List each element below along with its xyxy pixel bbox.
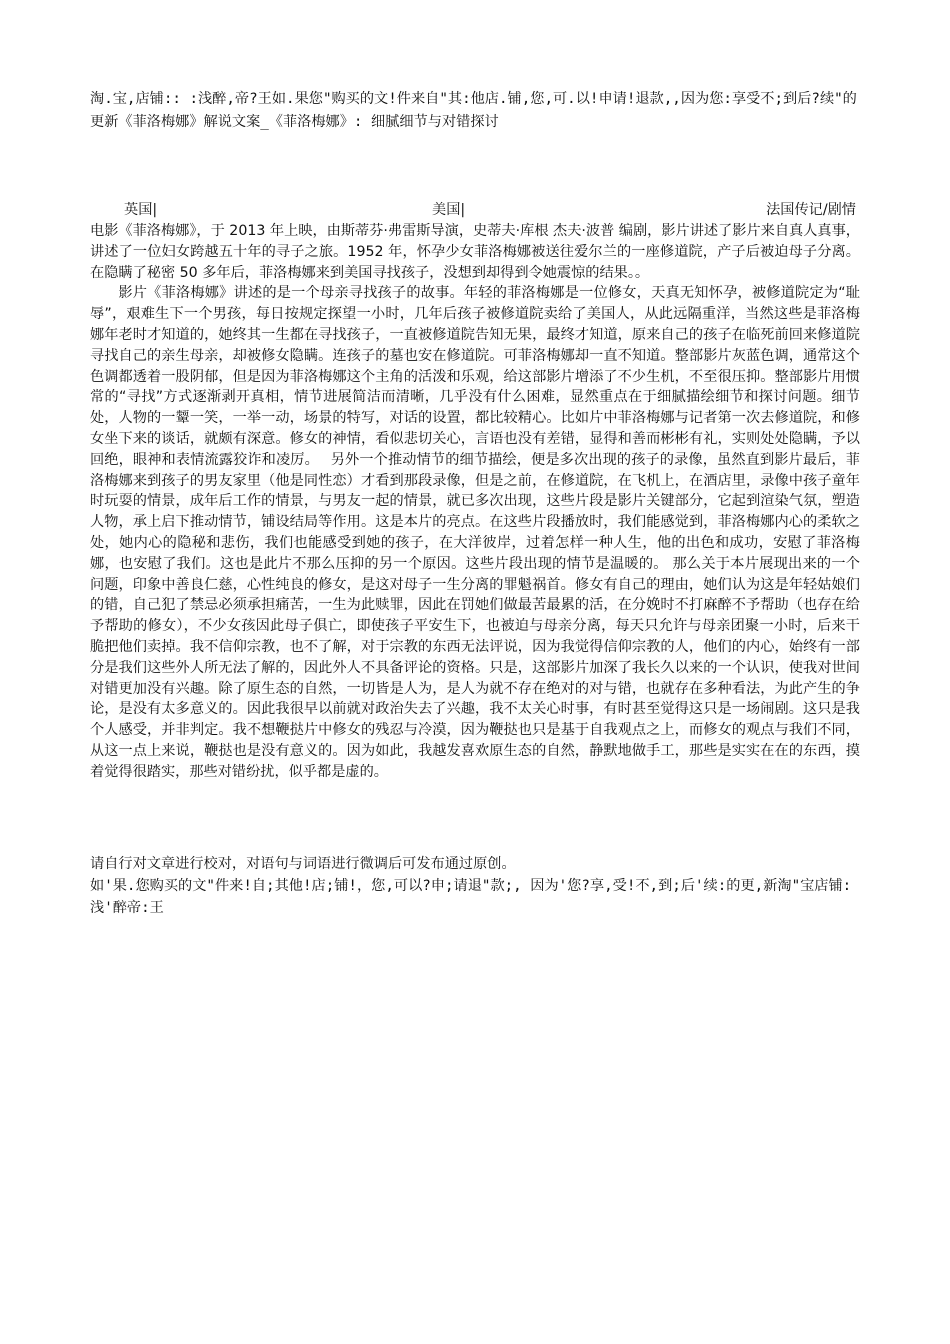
- meta-country-us: 美国|: [432, 202, 466, 218]
- document-header: 淘.宝,店铺:: :浅醉,帝?王如.果您"购买的文!件来自"其:他店.铺,您,可.以!申请!退款,,因为您:享受不;到后?续"的更新《菲洛梅娜》解说文案_《菲洛梅娜》: 细腻细节与对错探讨: [90, 91, 857, 130]
- article-body: [90, 221, 860, 783]
- meta-country-uk: 英国|: [124, 202, 158, 218]
- article-paragraph-intro: 电影《菲洛梅娜》，于 2013 年上映，由斯蒂芬·弗雷斯导演，史蒂夫·库根 杰夫·波普 编剧，影片讲述了影片来自真人真事，讲述了一位妇女跨越五十年的寻子之旅。1952 年，怀孕少女菲洛梅娜被送往爱尔兰的一座修道院，产子后被迫母子分离。在隐瞒了秘密 50 多年后，菲洛梅娜来到美国寻找孩子，没想到却得到令她震惊的结果。。: [90, 223, 860, 281]
- document-footer: [90, 853, 860, 919]
- article-paragraph-review: 影片《菲洛梅娜》讲述的是一个母亲寻找孩子的故事。年轻的菲洛梅娜是一位修女，天真无知怀孕，被修道院定为“耻辱”，艰难生下一个男孩，每日按规定探望一小时，几年后孩子被修道院卖给了美国人，从此远隔重洋，当然这些是菲洛梅娜年老时才知道的，她终其一生都在寻找孩子，一直被修道院告知无果，最终才知道，原来自己的孩子在临死前回来修道院寻找自己的亲生母亲，却被修女隐瞒。连孩子的墓也安在修道院。可菲洛梅娜却一直不知道。整部影片灰蓝色调，通常这个色调都透着一股阴郁，但是因为菲洛梅娜这个主角的活泼和乐观，给这部影片增添了不少生机，不至很压抑。整部影片用惯常的“寻找”方式逐渐剥开真相，情节进展简洁而清晰，几乎没有什么困难，显然重点在于细腻描绘细节和探讨问题。细节处，人物的一颦一笑，一举一动，场景的特写，对话的设置，都比较精心。比如片中菲洛梅娜与记者第一次去修道院，和修女坐下来的谈话，就颇有深意。修女的神情，看似悲切关心，言语也没有差错，显得和善而彬彬有礼，实则处处隐瞒，予以回绝，眼神和表情流露狡诈和凌厉。 另外一个推动情节的细节描绘，便是多次出现的孩子的录像，虽然直到影片最后，菲洛梅娜来到孩子的男友家里（他是同性恋）才看到那段录像，但是之前，在修道院，在飞机上，在酒店里，录像中孩子童年时玩耍的情景，成年后工作的情景，与男友一起的情景，就已多次出现，这些片段是影片关键部分，它起到渲染气氛，塑造人物，承上启下推动情节，铺设结局等作用。这是本片的亮点。在这些片段播放时，我们能感觉到，菲洛梅娜内心的柔软之处，她内心的隐秘和悲伤，我们也能感受到她的孩子，在大洋彼岸，过着怎样一种人生，他的出色和成功，安慰了菲洛梅娜，也安慰了我们。这也是此片不那么压抑的另一个原因。这些片段出现的情节是温暖的。 那么关于本片展现出来的一个问题，印象中善良仁慈，心性纯良的修女，是这对母子一生分离的罪魁祸首。修女有自己的理由，她们认为这是年轻姑娘们的错，自己犯了禁忌必须承担痛苦，一生为此赎罪，因此在罚她们做最苦最累的活，在分娩时不打麻醉不予帮助（也存在给予帮助的修女），不少女孩因此母子俱亡，即使孩子平安生下，也被迫与母亲分离，每天只允许与母亲团聚一小时，后来干脆把他们卖掉。我不信仰宗教，也不了解，对于宗教的东西无法评说，因为我觉得信仰宗教的人，他们的内心，始终有一部分是我们这些外人所无法了解的，因此外人不具备评论的资格。只是，这部影片加深了我长久以来的一个认识，使我对世间对错更加没有兴趣。除了原生态的自然，一切皆是人为，是人为就不存在绝对的对与错，也就存在多种看法，为此产生的争论，是没有太多意义的。因此我很早以前就对政治失去了兴趣，我不太关心时事，有时甚至觉得这只是一场闹剧。这只是我个人感受，并非判定。我不想鞭挞片中修女的残忍与冷漠，因为鞭挞也只是基于自我观点之上，而修女的观点与我们不同，从这一点上来说，鞭挞也是没有意义的。因为如此，我越发喜欢原生态的自然，静默地做手工，那些是实实在在的东西，摸着觉得很踏实，那些对错纷扰，似乎都是虚的。: [90, 285, 860, 780]
- footer-shop-note: 如'果.您购买的文"件来!自;其他!店;铺!，您,可以?申;请退"款;, 因为'您?享,受!不,到;后'续:的更,新淘"宝店铺: 浅'醉帝:王: [90, 877, 852, 916]
- footer-proofread-note: 请自行对文章进行校对，对语句与词语进行微调后可发布通过原创。: [90, 855, 516, 872]
- film-meta-row: [90, 199, 860, 221]
- meta-country-fr-genre: 法国传记/剧情: [766, 202, 856, 218]
- document-page: [90, 88, 860, 919]
